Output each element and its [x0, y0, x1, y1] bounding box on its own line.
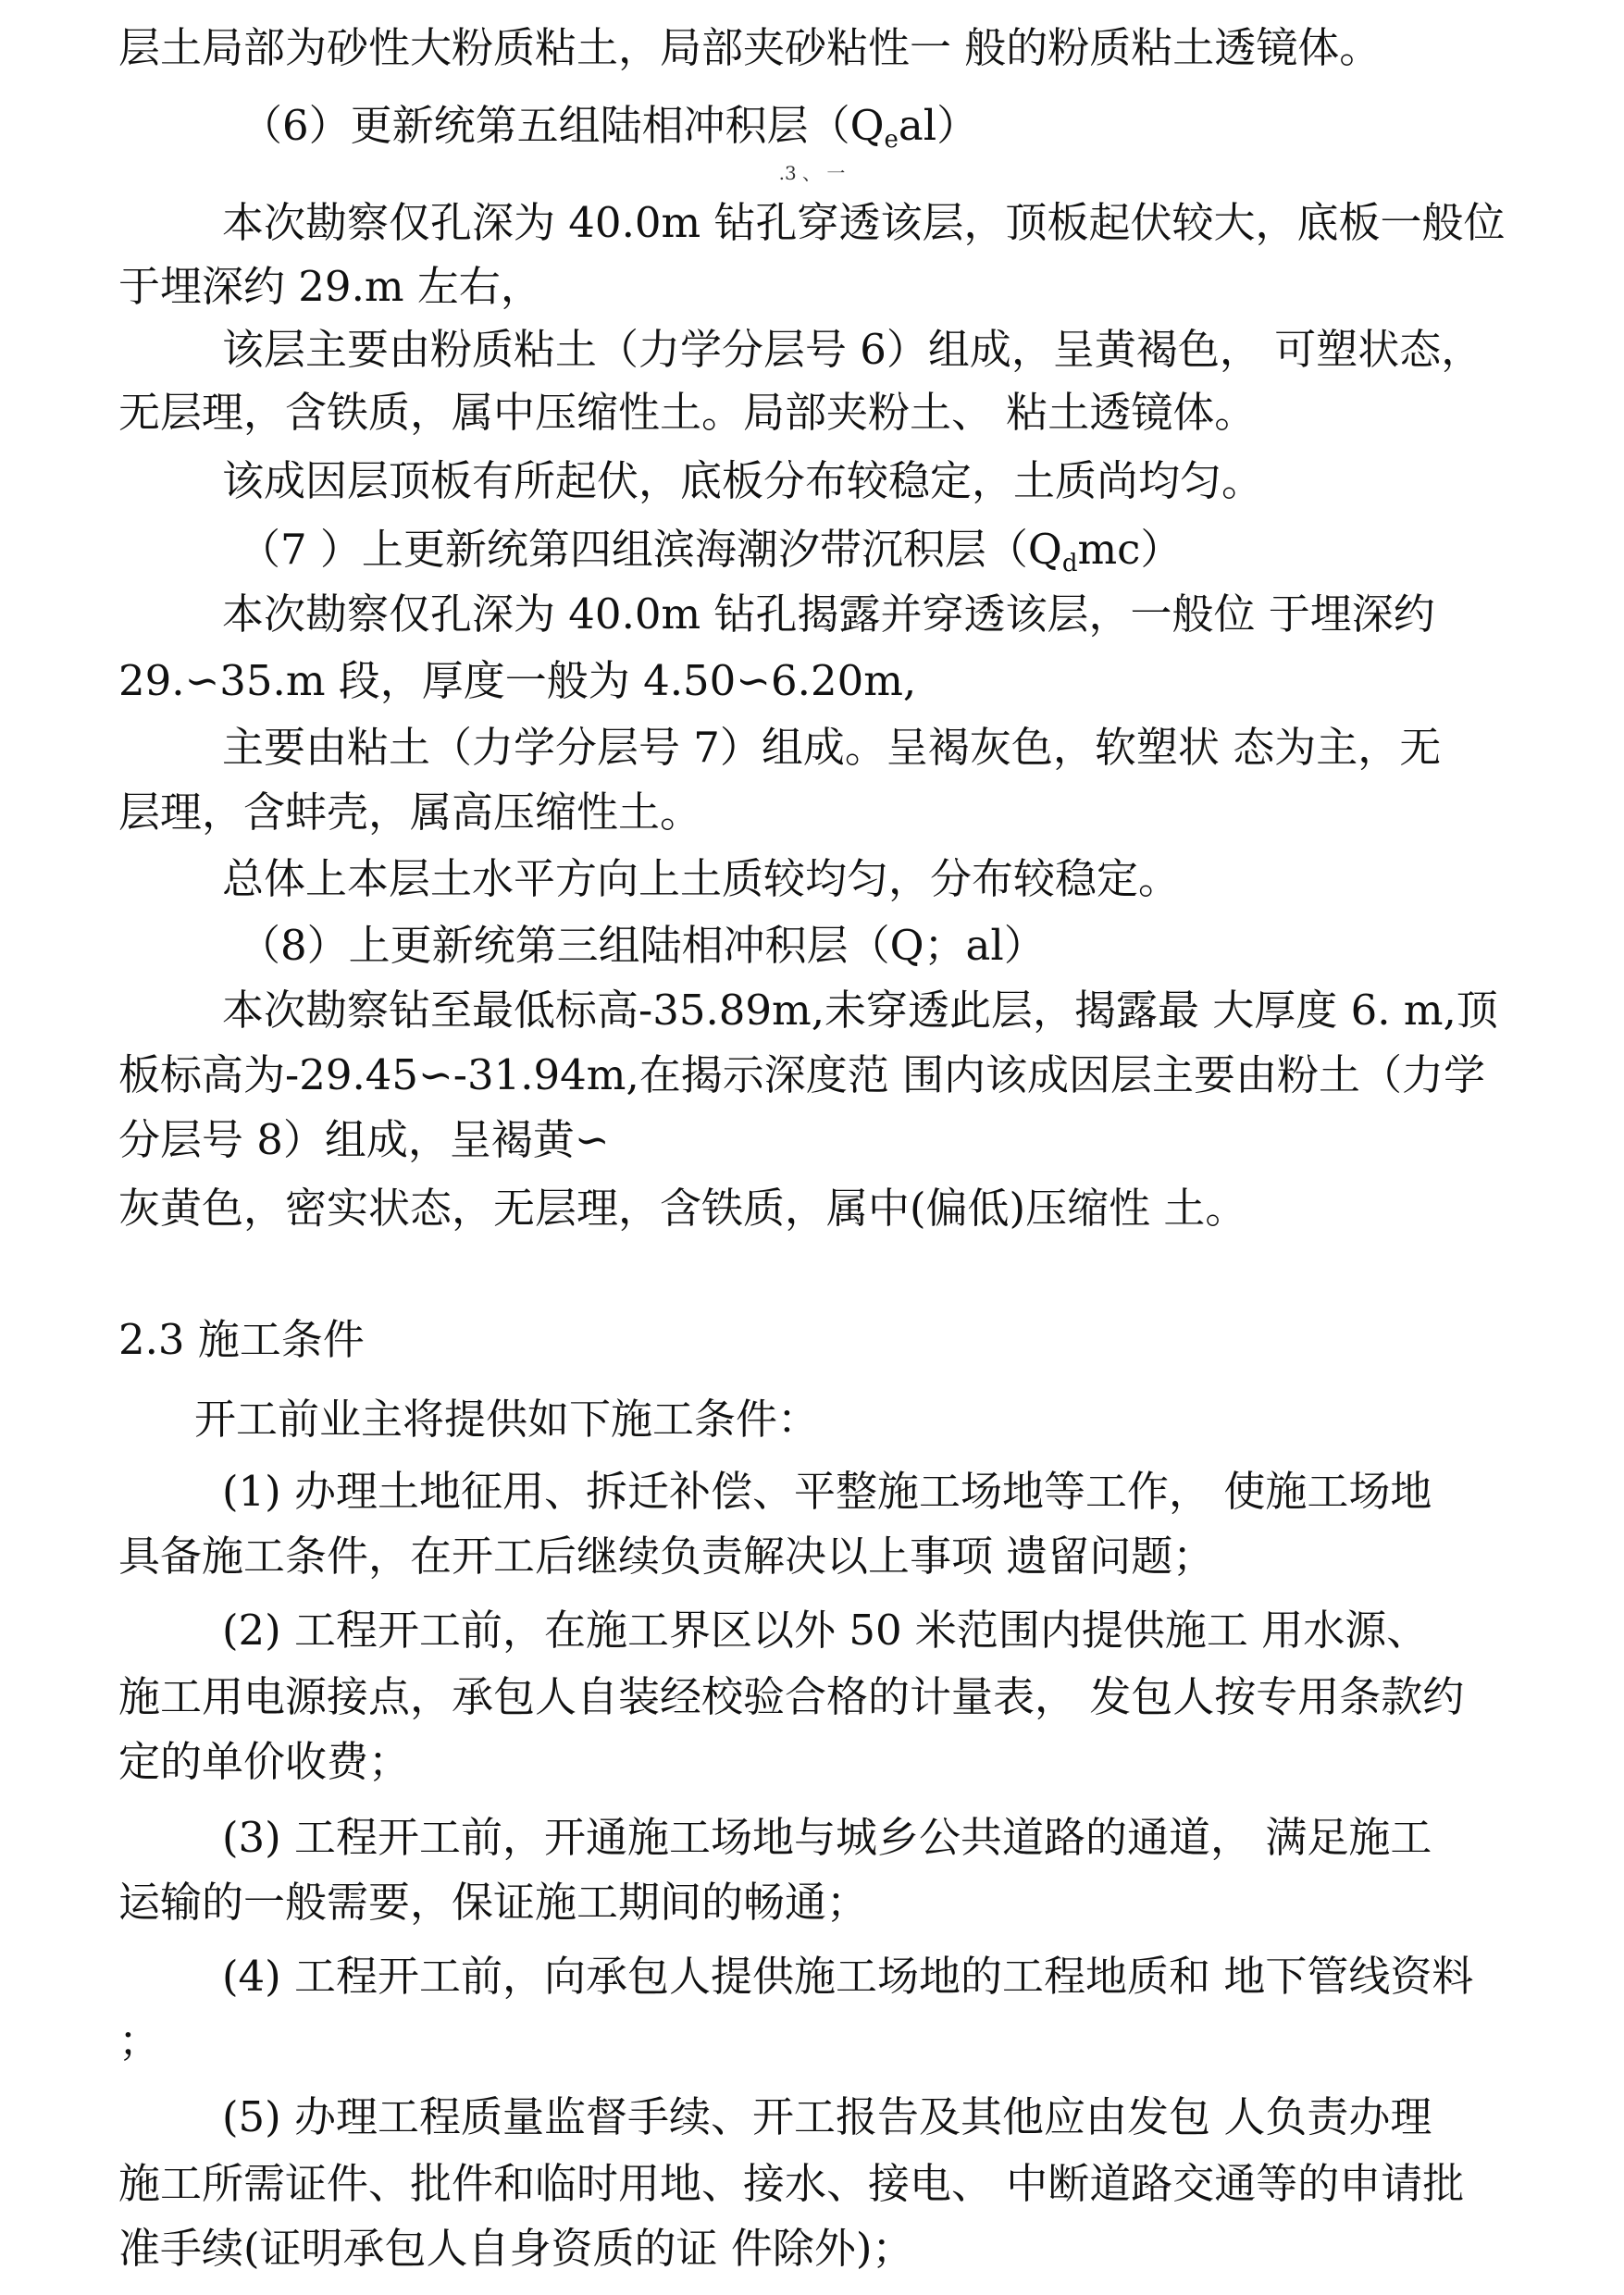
paragraph-line: 于埋深约 29.m 左右， — [118, 262, 542, 311]
paragraph-line: 29.∽35.m 段，厚度一般为 4.50∽6.20m, — [118, 656, 917, 705]
section-heading-8: （8）上更新统第三组陆相冲积层（Q；al） — [239, 921, 1046, 970]
list-item-5: (5) 办理工程质量监督手续、开工报告及其他应由发包 人负责办理 — [222, 2092, 1432, 2141]
stray-annotation: .3 、 一 — [778, 162, 846, 184]
paragraph-line: 开工前业主将提供如下施工条件： — [194, 1395, 820, 1444]
paragraph-line: 该层主要由粉质粘土（力学分层号 6）组成，呈黄褐色， 可塑状态， — [222, 325, 1483, 374]
paragraph-line: 主要由粘土（力学分层号 7）组成。呈褐灰色，软塑状 态为主，无 — [222, 723, 1442, 772]
section-title-2-3: 2.3 施工条件 — [118, 1315, 365, 1364]
paragraph-line: 总体上本层土水平方向上土质较均匀，分布较稳定。 — [222, 854, 1181, 903]
list-item-2: (2) 工程开工前，在施工界区以外 50 米范围内提供施工 用水源、 — [222, 1606, 1429, 1655]
section-heading-6: （6）更新统第五组陆相冲积层$(Q_eal)$ — [241, 101, 979, 154]
section-heading-7: （7 ）上更新统第四组滨海潮汐带沉积层$(Q_dmc)$ — [239, 525, 1183, 577]
paragraph-line: 板标高为-29.45∽-31.94m,在揭示深度范 围内该成因层主要由粉土（力学 — [118, 1050, 1486, 1099]
paragraph-line: 该成因层顶板有所起伏，底板分布较稳定，土质尚均匀。 — [222, 456, 1264, 505]
list-item-3: (3) 工程开工前，开通施工场地与城乡公共道路的通道， 满足施工 — [222, 1813, 1432, 1862]
paragraph-line: 无层理，含铁质，属中压缩性土。局部夹粉土、 粘土透镜体。 — [118, 388, 1257, 437]
list-item-4: (4) 工程开工前，向承包人提供施工场地的工程地质和 地下管线资料 — [222, 1952, 1474, 2001]
paragraph-line: 本次勘察仅孔深为 40.0m 钻孔揭露并穿透该层，一般位 于埋深约 — [222, 589, 1435, 639]
paragraph-line: 分层号 8）组成，呈褐黄∽ — [118, 1115, 610, 1164]
paragraph-line: 层理，含蚌壳，属高压缩性土。 — [118, 788, 702, 837]
paragraph-line: 本次勘察仅孔深为 40.0m 钻孔穿透该层，顶板起伏较大，底板一般位 — [222, 198, 1506, 247]
paragraph-line: 运输的一般需要，保证施工期间的畅通； — [118, 1878, 869, 1927]
paragraph-line: 施工所需证件、批件和临时用地、接水、接电、 中断道路交通等的申请批 — [118, 2159, 1465, 2208]
paragraph-line: ； — [118, 2016, 161, 2066]
paragraph-line: 准手续(证明承包人自身资质的证 件除外)； — [118, 2224, 914, 2273]
paragraph-line: 灰黄色，密实状态，无层理，含铁质，属中(偏低)压缩性 土。 — [118, 1184, 1247, 1233]
paragraph-line: 定的单价收费； — [118, 1737, 411, 1786]
paragraph-line: 层土局部为砂性大粉质粘土，局部夹砂粘性一 般的粉质粘土透镜体。 — [118, 23, 1382, 72]
list-item-1: (1) 办理土地征用、拆迁补偿、平整施工场地等工作， 使施工场地 — [222, 1467, 1432, 1516]
paragraph-line: 本次勘察钻至最低标高-35.89m,未穿透此层，揭露最 大厚度 6. m,顶 — [222, 986, 1498, 1035]
paragraph-line: 具备施工条件，在开工后继续负责解决以上事项 遗留问题； — [118, 1532, 1215, 1581]
paragraph-line: 施工用电源接点，承包人自装经校验合格的计量表， 发包人按专用条款约 — [118, 1672, 1465, 1721]
